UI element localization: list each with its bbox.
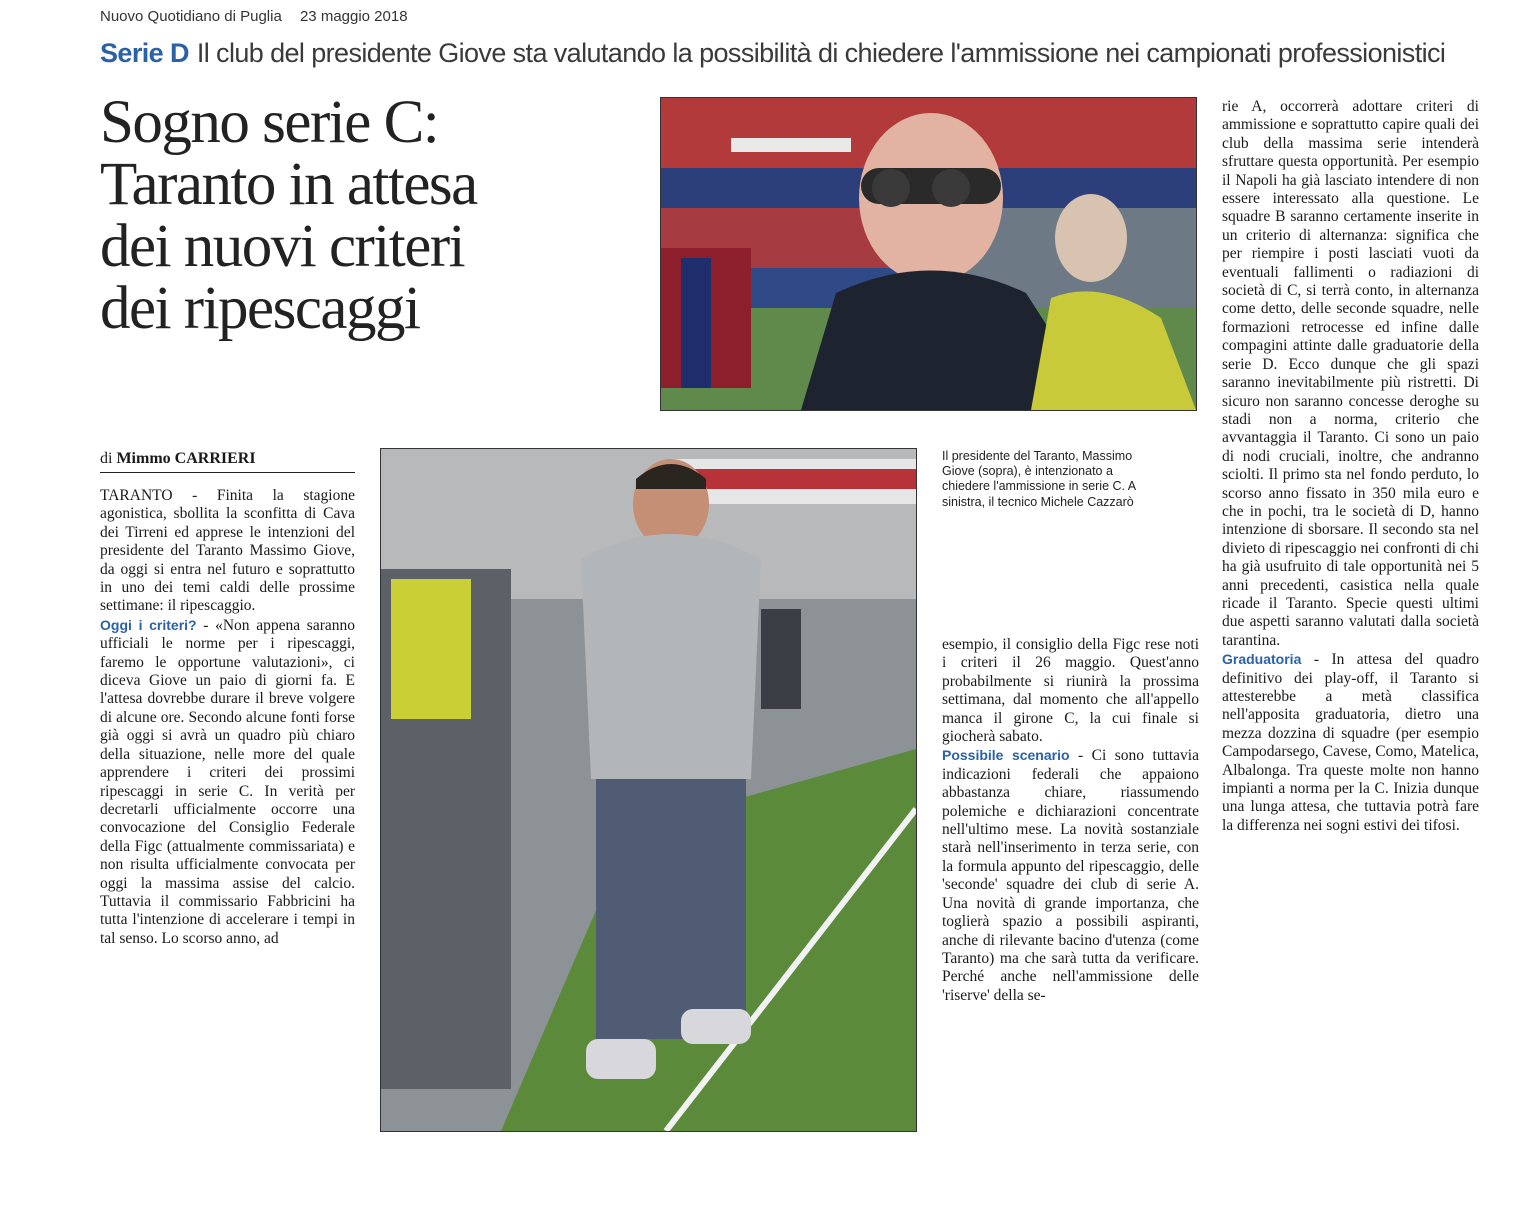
headline-line: dei nuovi criteri: [100, 213, 465, 280]
headline-line: Taranto in attesa: [100, 151, 477, 218]
headline-line: Sogno serie C:: [100, 89, 439, 156]
article-paragraph: TARANTO - Finita la stagione agonistica, sbollita la sconfitta di Cava dei Tirreni ed apprese le intenzioni del presidente del Taranto Massimo Giove, da oggi si entra nel futuro e soprattutto in uno dei temi caldi delle prossime settimane: il ripescaggio.: [100, 487, 355, 615]
article-paragraph: [1222, 650, 1479, 835]
subheading: Oggi i criteri?: [100, 616, 197, 633]
masthead: [100, 8, 422, 25]
article-paragraph: rie A, occorrerà adottare criteri di ammissione e soprattutto capire quali dei club della massima serie intenderà sfruttare questa opportunità. Per esempio il Napoli ha già lasciato intendere di non essere interessato alla questione. Le squadre B saranno certamente inserite in un criterio di alternanza: significa che per riempire i posti lasciati vuoti da eventuali fallimenti o radiazioni di società di C, si terrà conto, in alternanza come detto, delle seconde squadre, nelle formazioni retrocesse ed infine dalle compagini attinte dalle graduatorie della serie D. Ecco dunque che gli spazi saranno inevitabilmente più ristretti. Di sicuro non saranno concesse deroghe su stadi non a norma, criterio che avvantaggia il Taranto. Ci sono un paio di nodi cruciali, inoltre, che andranno sciolti. Il primo sta nel fondo perduto, lo scorso anno fissato in 350 mila euro e che in pochi, tra le società di D, hanno intenzione di sborsare. Il secondo sta nel divieto di ripescaggio nei confronti di chi ha già usufruito di tale opportunità nei 5 anni precedenti, casistica nella quale ricade il Taranto. Specie questi ultimi due aspetti saranno valutati dalla società tarantina.: [1222, 98, 1479, 649]
kicker: [100, 38, 1490, 69]
article-text: - Ci sono tuttavia indicazioni federali che appaiono abbastanza chiare, riassumendo polemiche e dichiarazioni concentrate nell'ultimo mese. La novità sostanziale starà nell'inserimento in terza serie, con la formula appunto del ripescaggio, delle 'seconde' squadre dei club di serie A. Una novità di grande importanza, che toglierà spazio a possibili aspiranti, anche di rilevante bacino d'utenza (come Taranto) ma che sarà tutta da verificare. Perché anche nell'ammissione delle 'riserve' della se-: [942, 747, 1199, 1004]
photo-caption: Il presidente del Taranto, Massimo Giove (sopra), è intenzionato a chiedere l'ammissione in serie C. A sinistra, il tecnico Michele Cazzarò: [942, 449, 1136, 509]
publication-date: 23 maggio 2018: [299, 8, 408, 25]
article-text: - In attesa del quadro definitivo dei play-off, il Taranto si attesterebbe a metà classifica nell'apposita graduatoria, dietro una mezza dozzina di squadre (per esempio Campodarsego, Cavese, Como, Matelica, Albalonga. Tra queste molte non hanno impianti a norma per la C. Inizia dunque una lunga attesa, che tuttavia potrà fare la differenza nei sogni estivi dei tifosi.: [1222, 651, 1479, 834]
byline-author: Mimmo CARRIERI: [116, 450, 256, 467]
article-paragraph: esempio, il consiglio della Figc rese noti i criteri il 26 maggio. Quest'anno probabilmente si riunirà la prossima settimana, dal momento che all'appello manca il girone C, la cui finale si giocherà sabato.: [942, 636, 1199, 746]
article-paragraph: [100, 616, 355, 948]
kicker-text: Il club del presidente Giove sta valutando la possibilità di chiedere l'ammissione nei campionati professionistici: [196, 38, 1446, 68]
subheading: Possibile scenario: [942, 747, 1070, 764]
article-column-2: [942, 636, 1199, 1005]
byline: [100, 450, 355, 473]
headline: [100, 89, 660, 342]
publication-name: Nuovo Quotidiano di Puglia: [100, 8, 282, 25]
article-column-3: [1222, 98, 1479, 835]
article-text: - «Non appena saranno ufficiali le norme per i ripescaggi, faremo le opportune valutazioni», ci diceva Giove un paio di giorni fa. E l'attesa dovrebbe durare il breve volgere di alcune ore. Secondo alcune fonti forse già oggi si avrà un quadro più chiaro della situazione, nelle more del quale apprendere i criteri dei prossimi ripescaggi in serie C. In verità per decretarli ufficialmente occorre una convocazione del Consiglio Federale della Figc (attualmente commissariata) e non risulta ufficialmente convocata per oggi la massima assise del calcio. Tuttavia il commissario Fabbricini ha tutta l'intenzione di accelerare i tempi in tal senso. Lo scorso anno, ad: [100, 616, 355, 947]
article-column-1: [100, 487, 355, 948]
byline-prefix: di: [100, 450, 113, 467]
section-tag: Serie D: [100, 38, 189, 68]
man-portrait-photo: [660, 97, 1197, 411]
headline-line: dei ripescaggi: [100, 275, 420, 342]
subheading: Graduatoria: [1222, 651, 1302, 668]
article-paragraph: [942, 746, 1199, 1005]
coach-on-sideline-photo: [380, 448, 917, 1132]
